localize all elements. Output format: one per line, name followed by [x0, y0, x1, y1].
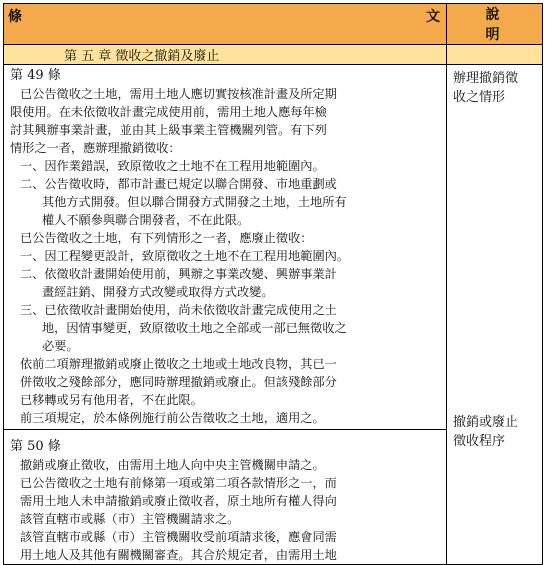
- article-line: 用土地人及其他有關機關審查。其合於規定者，由需用土地: [20, 548, 337, 562]
- article-line: 前三項規定，於本條例施行前公告徵收之土地，適用之。: [20, 411, 325, 425]
- article-line: 畫經註銷、開發方式改變或取得方式改變。: [42, 285, 274, 299]
- statute-table: [3, 3, 542, 565]
- article-50-body: [10, 456, 442, 564]
- header-article-cell: [4, 4, 447, 45]
- article-line: 已公告徵收之土地有前條第一項或第二項各款情形之一，而: [20, 476, 337, 490]
- article-line: 依前二項辦理撤銷或廢止徵收之土地或土地改良物，其已一: [20, 357, 337, 371]
- article-line: 已移轉或另有他用者，不在此限。: [20, 393, 203, 407]
- article-line: 三、已依徵收計畫開始使用，尚未依徵收計畫完成使用之土: [20, 303, 337, 317]
- article-line: 討其興辦事業計畫，並由其上級事業主管機關列管。有下列: [10, 123, 327, 137]
- note-50-line: 撤銷或廢止: [453, 415, 519, 430]
- article-line: 一、因工程變更設計，致原徵收之土地不在工程用地範圍內。: [20, 249, 350, 263]
- article-line: 已公告徵收之土地，有下列情形之一者，應廢止徵收：: [20, 231, 313, 245]
- article-line: 一、因作業錯誤，致原徵收之土地不在工程用地範圍內。: [20, 159, 325, 173]
- note-spacer: [453, 107, 536, 413]
- article-line: 情形之一者，應辦理撤銷徵收：: [10, 141, 181, 155]
- article-50-title: 第 50 條: [10, 439, 61, 454]
- article-line: 其他方式開發。但以聯合開發方式開發之土地，土地所有: [42, 195, 347, 209]
- article-49-body: [10, 85, 442, 427]
- article-line: 需用土地人未申請撤銷或廢止徵收者，原土地所有權人得向: [20, 494, 337, 508]
- article-line: 必要。: [42, 339, 79, 353]
- article-line: 限使用。在未依徵收計畫完成使用前，需用土地人應每年檢: [10, 105, 327, 119]
- article-line: 地，因情事變更，致原徵收土地之全部或一部已無徵收之: [42, 321, 347, 335]
- article-line: 該管直轄市或縣（市）主管機關請求之。: [20, 512, 240, 526]
- article-line: 二、依徵收計畫開始使用前，興辦之事業改變、興辦事業計: [20, 267, 337, 281]
- article-line: 併徵收之殘餘部分，應同時辦理撤銷或廢止。但該殘餘部分: [20, 375, 337, 389]
- article-text-cell: [4, 65, 447, 565]
- article-line: 二、公告徵收時，都市計畫已規定以聯合開發、市地重劃或: [20, 177, 337, 191]
- chapter-note-cell: [447, 45, 543, 65]
- note-49-line: 收之情形: [453, 90, 506, 105]
- chapter-title: 第 五 章 徵收之撤銷及廢止: [4, 45, 447, 65]
- article-line: 撤銷或廢止徵收，由需用土地人向中央主管機關申請之。: [20, 458, 325, 472]
- header-note: 說 明: [447, 4, 543, 45]
- note-49-line: 辦理撤銷徵: [453, 71, 519, 86]
- article-line: 該管直轄市或縣（市）主管機關收受前項請求後，應會同需: [20, 530, 337, 544]
- header-left: 條: [8, 9, 22, 25]
- article-line: 權人不願參與聯合開發者，不在此限。: [42, 213, 250, 227]
- article-line: 已公告徵收之土地，需用土地人應切實按核准計畫及所定期: [20, 87, 337, 101]
- note-50-line: 徵收程序: [453, 434, 506, 449]
- note-cell: [447, 65, 543, 565]
- article-divider: [4, 429, 446, 436]
- header-right: 文: [426, 9, 440, 25]
- article-49-title: 第 49 條: [10, 68, 61, 83]
